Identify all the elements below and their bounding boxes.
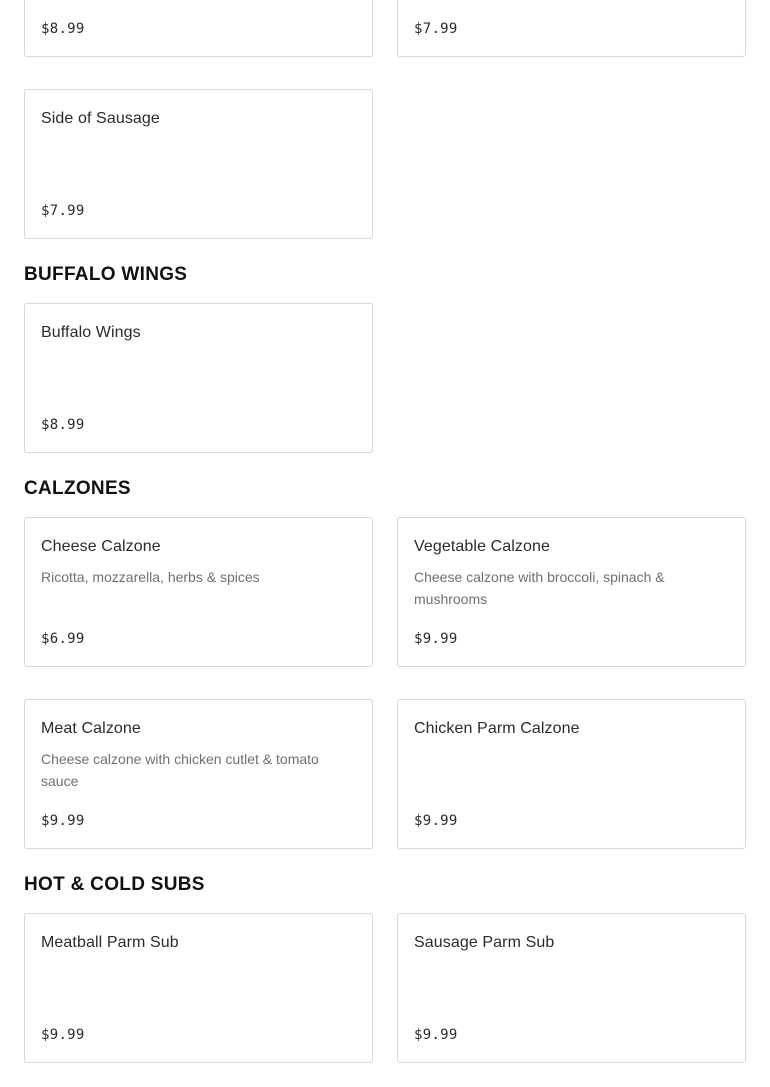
item-description: Ricotta, mozzarella, herbs & spices bbox=[41, 569, 260, 585]
menu-item-card[interactable] bbox=[397, 517, 746, 667]
item-price: $6.99 bbox=[41, 631, 85, 647]
menu-item-card[interactable] bbox=[397, 699, 746, 849]
item-name: Buffalo Wings bbox=[41, 324, 141, 341]
menu-item-card[interactable] bbox=[24, 913, 373, 1063]
menu-item-card[interactable] bbox=[397, 913, 746, 1063]
item-description: Cheese calzone with chicken cutlet & tomato sauce bbox=[41, 751, 319, 789]
item-price: $8.99 bbox=[41, 417, 85, 433]
item-price: $7.99 bbox=[414, 21, 458, 37]
menu-item-card[interactable] bbox=[24, 517, 373, 667]
section-title-calzones: CALZONES bbox=[24, 478, 131, 499]
item-name: Meat Calzone bbox=[41, 720, 141, 737]
item-price: $9.99 bbox=[41, 813, 85, 829]
item-price: $9.99 bbox=[414, 631, 458, 647]
item-name: Side of Sausage bbox=[41, 110, 160, 127]
item-price: $8.99 bbox=[41, 21, 85, 37]
item-price: $9.99 bbox=[41, 1027, 85, 1043]
item-price: $7.99 bbox=[41, 203, 85, 219]
item-name: Cheese Calzone bbox=[41, 538, 161, 555]
item-price: $9.99 bbox=[414, 813, 458, 829]
menu-item-card[interactable] bbox=[24, 0, 373, 57]
item-name: Chicken Parm Calzone bbox=[414, 720, 580, 737]
menu-item-card[interactable] bbox=[397, 0, 746, 57]
item-price: $9.99 bbox=[414, 1027, 458, 1043]
item-name: Sausage Parm Sub bbox=[414, 934, 555, 951]
item-description: Cheese calzone with broccoli, spinach & mushrooms bbox=[414, 569, 665, 607]
section-title-subs: HOT & COLD SUBS bbox=[24, 874, 205, 895]
item-name: Meatball Parm Sub bbox=[41, 934, 179, 951]
section-title-buffalo-wings: BUFFALO WINGS bbox=[24, 264, 188, 285]
menu-item-card[interactable] bbox=[24, 699, 373, 849]
menu-item-card[interactable] bbox=[24, 89, 373, 239]
menu-item-card[interactable] bbox=[24, 303, 373, 453]
item-name: Vegetable Calzone bbox=[414, 538, 551, 555]
